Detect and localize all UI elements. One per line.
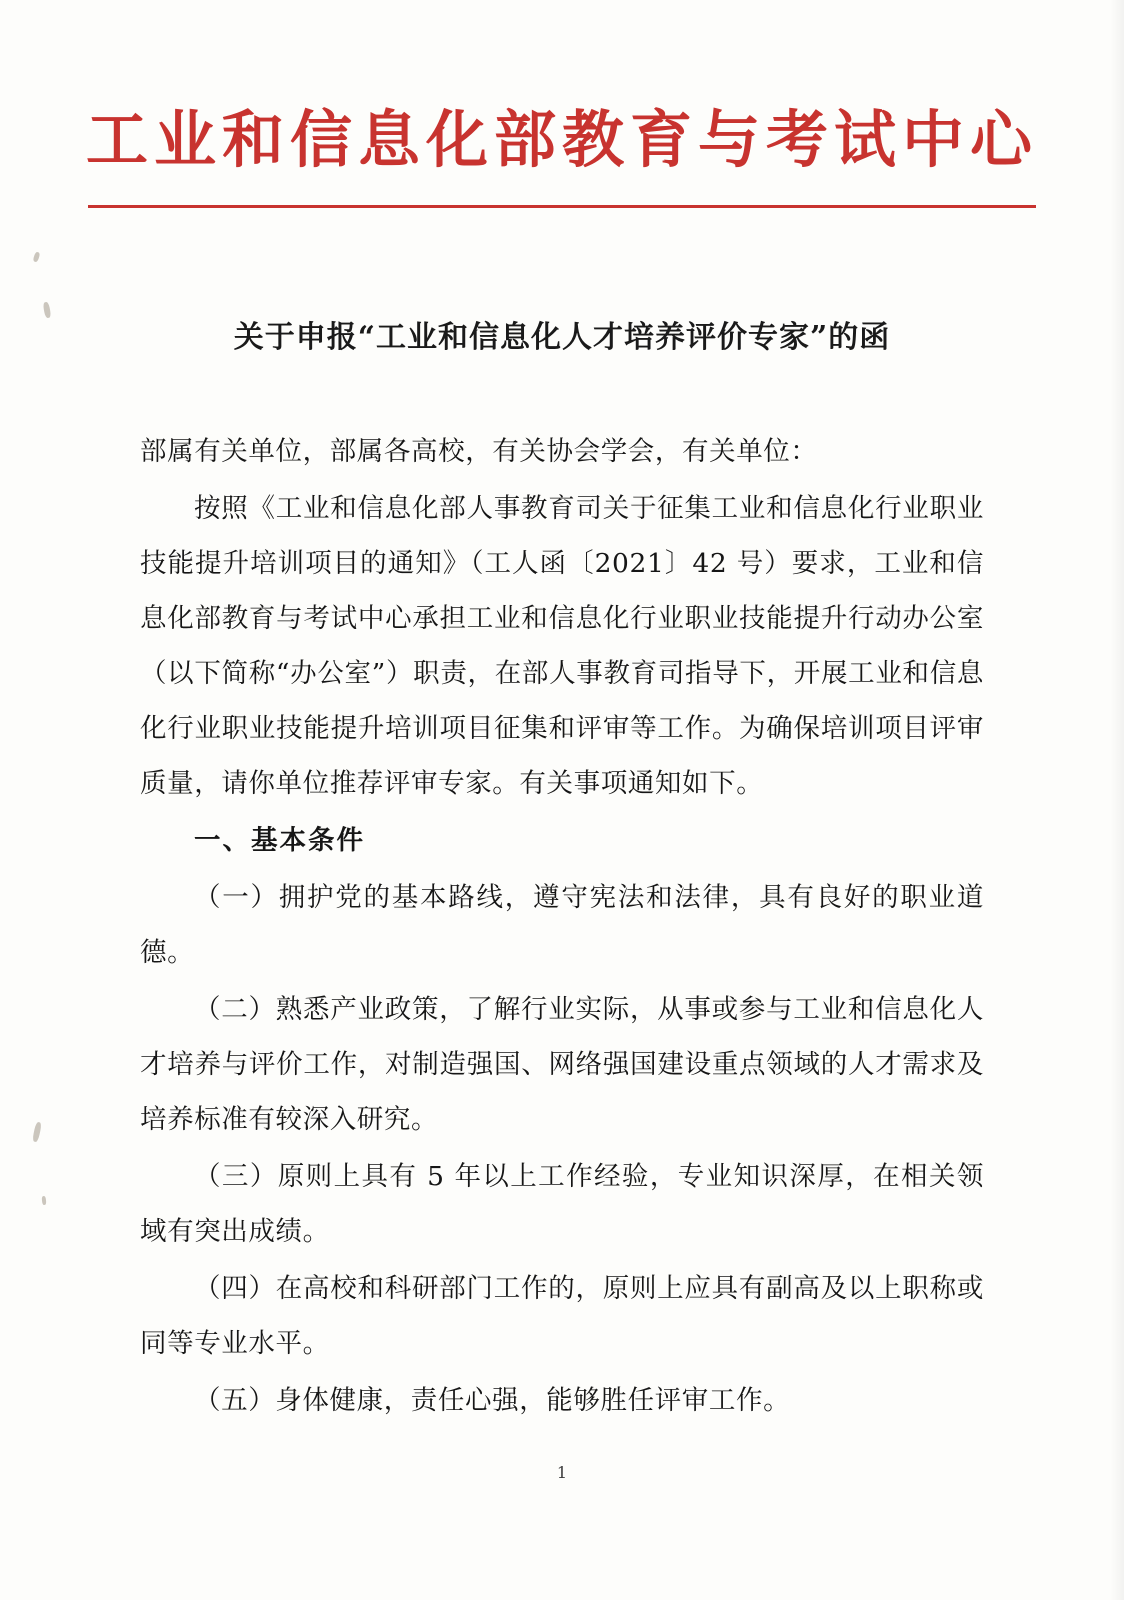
- scan-speckle: [33, 251, 41, 262]
- scan-speckle: [42, 1196, 47, 1205]
- paragraph-intro: 按照《工业和信息化部人事教育司关于征集工业和信息化行业职业技能提升培训项目的通知》（工人函〔2021〕42 号）要求，工业和信息化部教育与考试中心承担工业和信息化行业职业技能提升行动办公室（以下简称“办公室”）职责，在部人事教育司指导下，开展工业和信息化行业职业技能提升培训项目征集和评审等工作。为确保培训项目评审质量，请你单位推荐评审专家。有关事项通知如下。: [140, 493, 984, 799]
- page-number: 1: [556, 1463, 568, 1482]
- letterhead-organization: 工业和信息化部教育与考试中心: [85, 103, 1038, 176]
- letterhead-divider: [88, 205, 1036, 208]
- paragraph-condition-2: （二）熟悉产业政策，了解行业实际，从事或参与工业和信息化人才培养与评价工作，对制造强国、网络强国建设重点领域的人才需求及培养标准有较深入研究。: [140, 994, 984, 1135]
- paragraph-condition-5: （五）身体健康，责任心强，能够胜任评审工作。: [194, 1385, 791, 1416]
- section-heading-basic-conditions: 一、基本条件: [194, 825, 365, 856]
- letterhead: [0, 104, 1124, 175]
- paragraph-condition-3: （三）原则上具有 5 年以上工作经验，专业知识深厚，在相关领域有突出成绩。: [140, 1161, 984, 1247]
- paragraph-condition-4: （四）在高校和科研部门工作的，原则上应具有副高及以上职称或同等专业水平。: [140, 1273, 984, 1359]
- scan-speckle: [32, 1122, 42, 1143]
- scan-edge-shadow: [1110, 0, 1124, 1600]
- page-title: 关于申报“工业和信息化人才培养评价专家”的函: [233, 320, 891, 355]
- document-body: [140, 424, 984, 1430]
- paragraph-condition-1: （一）拥护党的基本路线，遵守宪法和法律，具有良好的职业道德。: [140, 882, 984, 968]
- paragraph-addressee: 部属有关单位，部属各高校，有关协会学会，有关单位：: [140, 436, 818, 467]
